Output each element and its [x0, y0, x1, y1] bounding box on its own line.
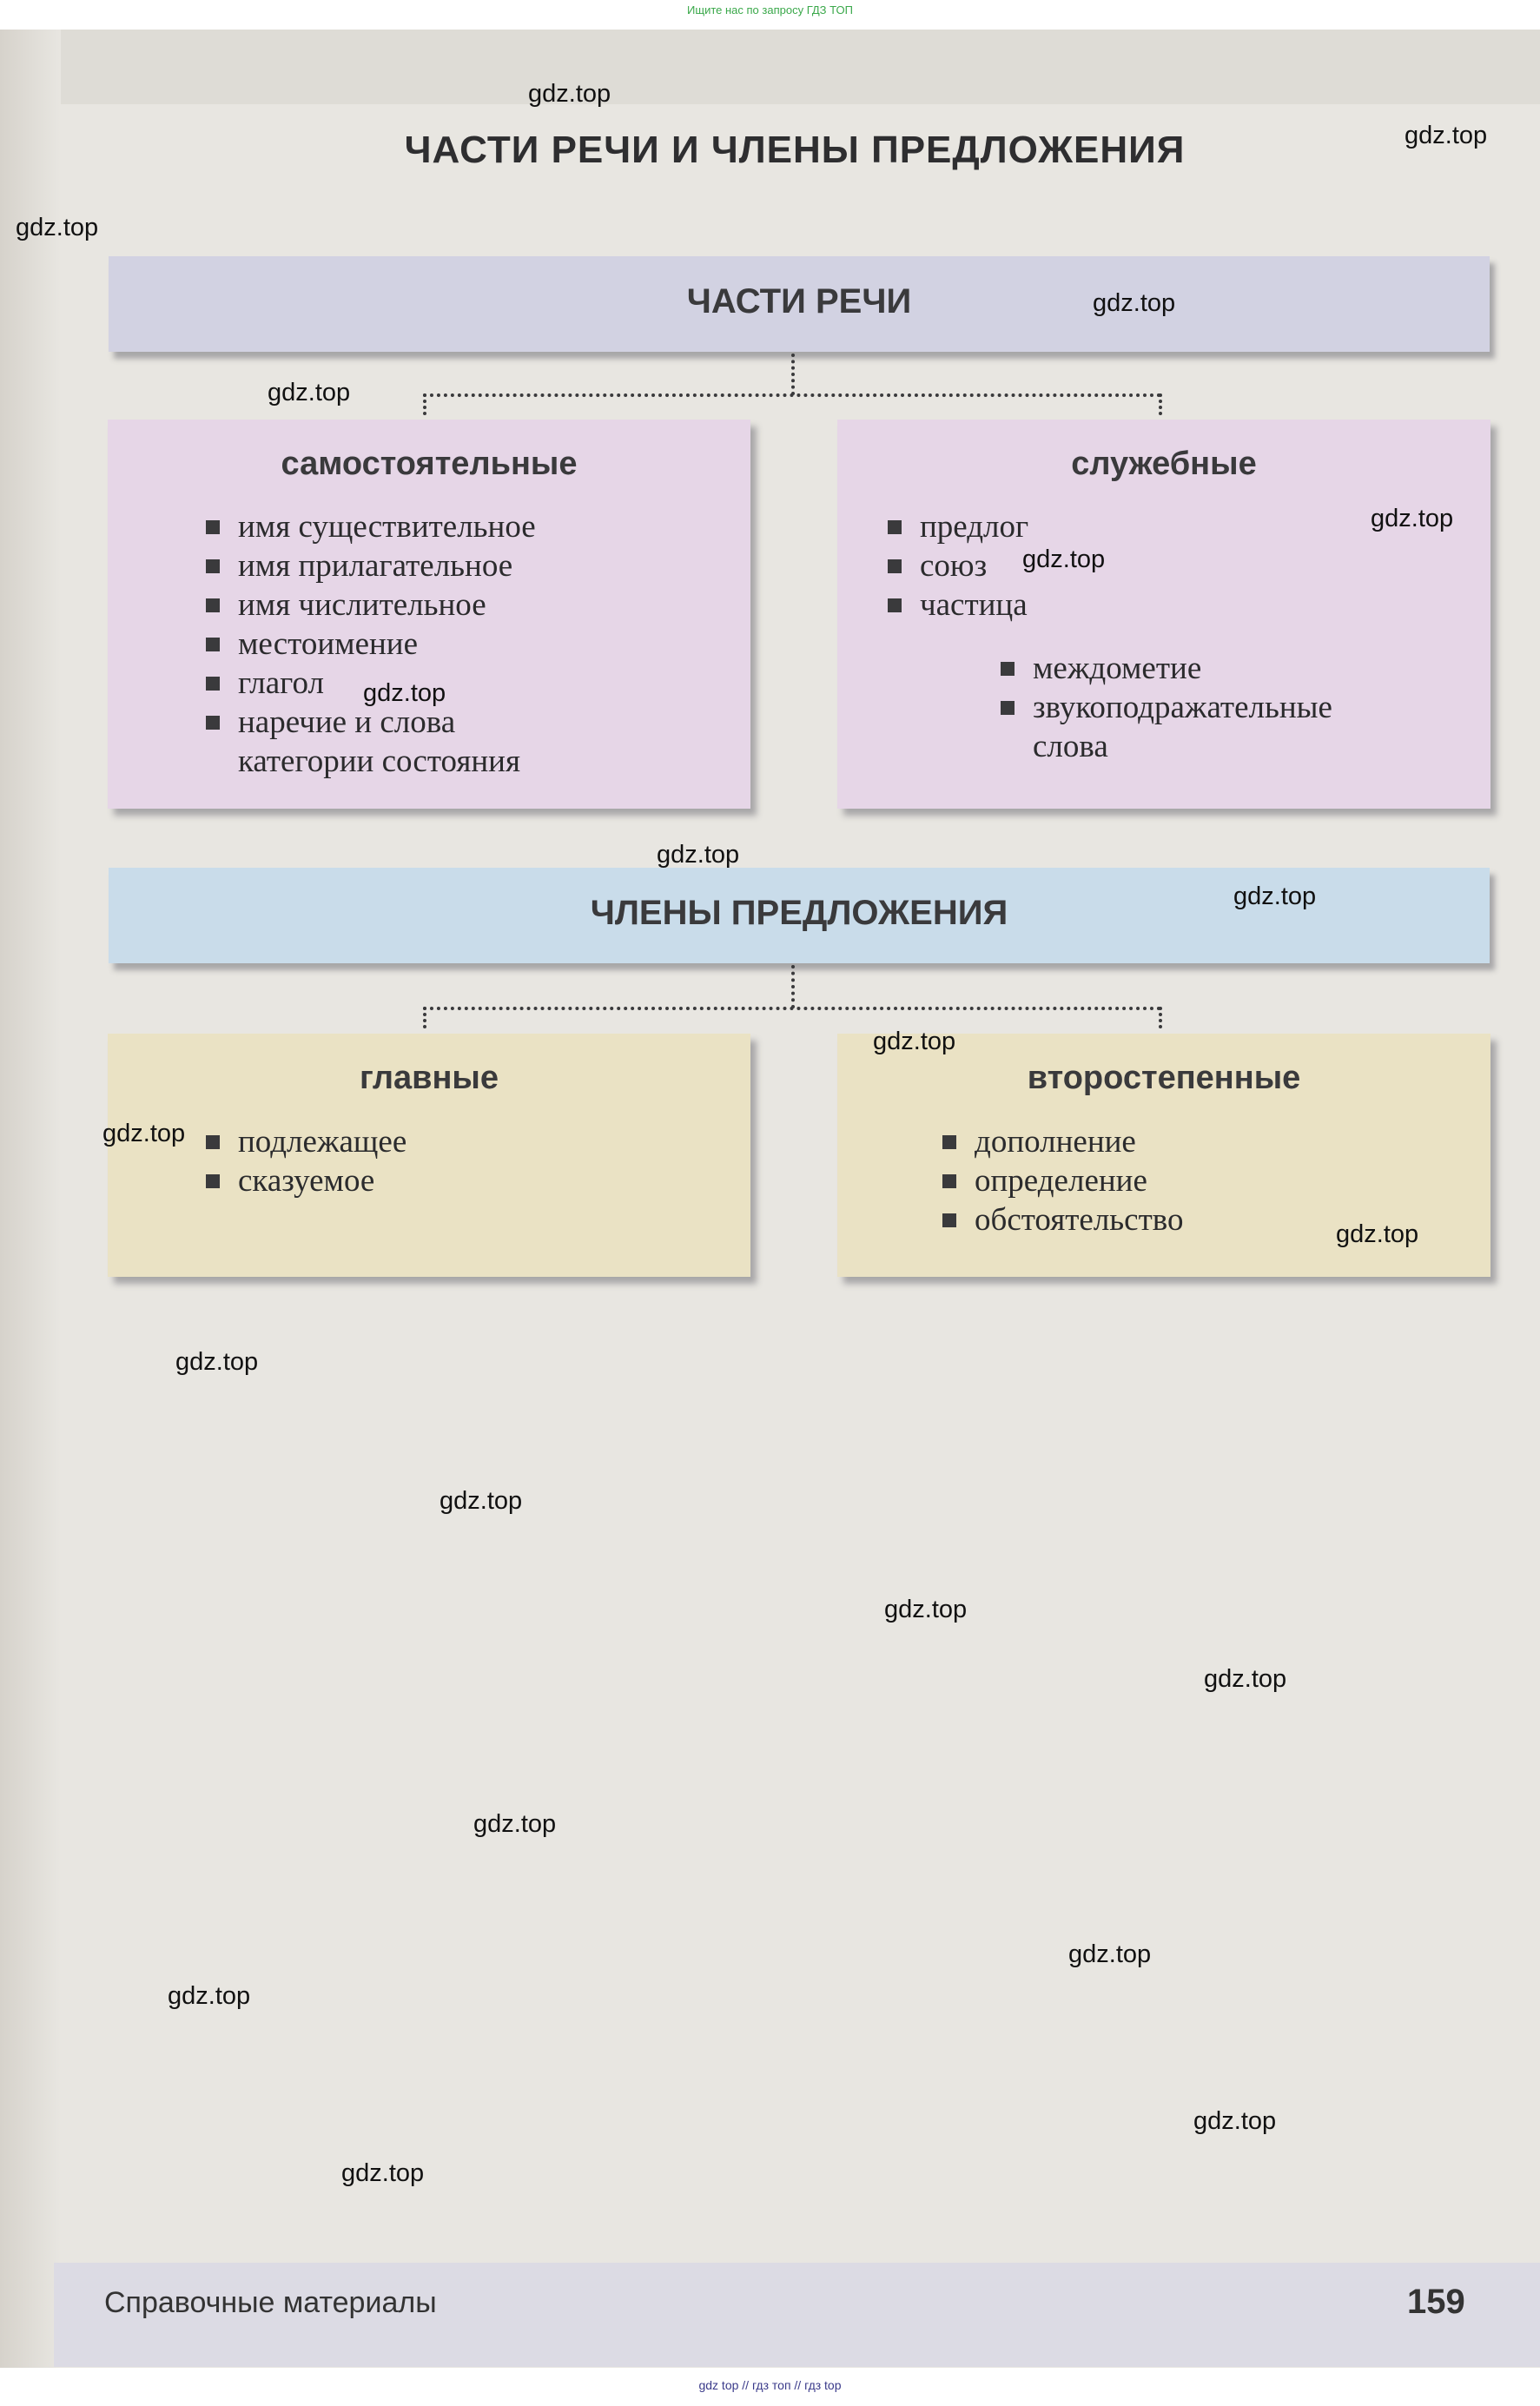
page-title: ЧАСТИ РЕЧИ И ЧЛЕНЫ ПРЕДЛОЖЕНИЯ	[404, 129, 1186, 171]
independent-parts-box	[108, 420, 750, 809]
watermark: gdz.top	[268, 379, 351, 407]
watermark: gdz.top	[1336, 1220, 1419, 1248]
list-item: частица	[885, 585, 1028, 625]
list-item: имя прилагательное	[203, 546, 536, 585]
auxiliary-parts-title: служебные	[1071, 446, 1257, 482]
list-item: имя числительное	[203, 585, 536, 625]
connector-left-drop	[423, 1007, 426, 1028]
watermark: gdz.top	[175, 1348, 259, 1376]
connector-right-drop	[1159, 393, 1162, 415]
list-item: имя существительное	[203, 507, 536, 546]
list-item-line-1: звукоподражательные	[1033, 690, 1332, 725]
list-item	[203, 703, 536, 781]
parts-of-speech-header-label: ЧАСТИ РЕЧИ	[686, 282, 912, 321]
list-item: подлежащее	[203, 1122, 406, 1161]
independent-parts-title: самостоятельные	[281, 446, 578, 482]
footer-section-title: Справочные материалы	[104, 2286, 437, 2319]
list-item: сказуемое	[203, 1161, 406, 1200]
sentence-members-header-label: ЧЛЕНЫ ПРЕДЛОЖЕНИЯ	[590, 894, 1008, 932]
list-item	[998, 688, 1332, 766]
secondary-members-title: второстепенные	[1027, 1060, 1301, 1096]
main-members-title: главные	[359, 1060, 499, 1096]
list-item: местоимение	[203, 625, 536, 664]
auxiliary-parts-list	[885, 507, 1028, 625]
page-edge-shadow	[0, 30, 61, 2368]
connector-vertical	[791, 965, 795, 1008]
watermark: gdz.top	[657, 841, 740, 869]
watermark: gdz.top	[1371, 505, 1454, 532]
list-item: глагол	[203, 664, 536, 703]
watermark: gdz.top	[884, 1596, 968, 1623]
watermark: gdz.top	[528, 80, 611, 108]
top-search-note: Ищите нас по запросу ГДЗ ТОП	[687, 3, 853, 17]
watermark: gdz.top	[440, 1487, 523, 1515]
connector-vertical	[791, 354, 795, 395]
parts-of-speech-header	[109, 256, 1490, 352]
list-item: определение	[940, 1161, 1183, 1200]
list-item: дополнение	[940, 1122, 1183, 1161]
list-item: междометие	[998, 649, 1332, 688]
list-item: союз	[885, 546, 1028, 585]
watermark: gdz.top	[473, 1810, 557, 1838]
list-item-line-2: слова	[1033, 729, 1108, 764]
watermark: gdz.top	[1193, 2107, 1277, 2135]
watermark: gdz.top	[873, 1028, 956, 1055]
watermark: gdz.top	[1093, 289, 1176, 317]
independent-parts-list	[203, 507, 536, 781]
watermark: gdz.top	[102, 1120, 186, 1147]
connector-left-drop	[423, 393, 426, 415]
list-item-line-1: наречие и слова	[238, 704, 456, 740]
page-number: 159	[1407, 2283, 1465, 2321]
page-top-band	[61, 30, 1540, 104]
main-members-list	[203, 1122, 406, 1200]
connector-right-drop	[1159, 1007, 1162, 1028]
watermark: gdz.top	[341, 2159, 425, 2187]
connector-horizontal	[423, 393, 1161, 397]
list-item: предлог	[885, 507, 1028, 546]
watermark: gdz.top	[363, 679, 446, 707]
list-item-line-2: категории состояния	[238, 744, 520, 779]
bottom-note: gdz top // гдз топ // гдз top	[698, 2378, 842, 2392]
list-item: обстоятельство	[940, 1200, 1183, 1239]
watermark: gdz.top	[16, 214, 99, 241]
watermark: gdz.top	[168, 1982, 251, 2010]
watermark: gdz.top	[1022, 545, 1106, 573]
watermark: gdz.top	[1233, 882, 1317, 910]
connector-horizontal	[423, 1007, 1161, 1010]
auxiliary-parts-box	[837, 420, 1490, 809]
watermark: gdz.top	[1204, 1665, 1287, 1693]
main-members-box	[108, 1034, 750, 1277]
watermark: gdz.top	[1405, 122, 1488, 149]
secondary-members-list	[940, 1122, 1183, 1239]
interjection-list	[998, 649, 1332, 766]
watermark: gdz.top	[1068, 1940, 1152, 1968]
